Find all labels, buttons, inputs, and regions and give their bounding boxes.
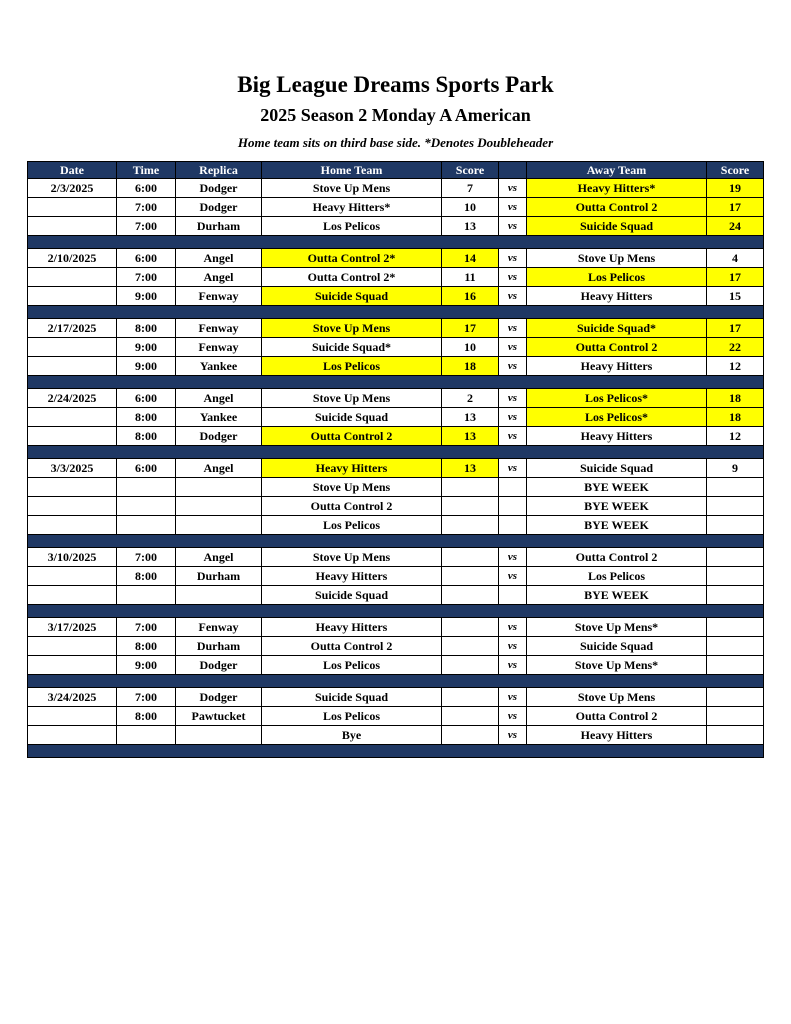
vs-cell: vs <box>499 459 527 478</box>
separator-band <box>28 446 764 459</box>
time-cell <box>117 497 176 516</box>
separator-row <box>28 675 764 688</box>
away-team-cell: Heavy Hitters* <box>527 179 707 198</box>
time-cell: 8:00 <box>117 707 176 726</box>
game-row <box>28 656 764 675</box>
date-cell: 2/24/2025 <box>28 389 117 408</box>
replica-cell: Angel <box>176 389 262 408</box>
time-cell: 8:00 <box>117 319 176 338</box>
home-team-cell: Heavy Hitters <box>262 618 442 637</box>
away-score-cell: 22 <box>707 338 764 357</box>
away-team-cell: Heavy Hitters <box>527 287 707 306</box>
home-score-cell <box>442 516 499 535</box>
away-score-cell: 17 <box>707 198 764 217</box>
away-score-cell <box>707 726 764 745</box>
vs-cell: vs <box>499 427 527 446</box>
home-team-cell: Los Pelicos <box>262 357 442 376</box>
away-score-cell <box>707 688 764 707</box>
game-row <box>28 389 764 408</box>
game-row <box>28 618 764 637</box>
replica-cell <box>176 726 262 745</box>
vs-cell <box>499 586 527 605</box>
away-score-cell <box>707 516 764 535</box>
away-score-cell: 15 <box>707 287 764 306</box>
date-cell: 3/10/2025 <box>28 548 117 567</box>
home-team-cell: Stove Up Mens <box>262 548 442 567</box>
home-team-cell: Los Pelicos <box>262 217 442 236</box>
separator-row <box>28 376 764 389</box>
separator-band <box>28 236 764 249</box>
replica-cell: Fenway <box>176 287 262 306</box>
away-team-cell: Heavy Hitters <box>527 726 707 745</box>
away-score-cell: 4 <box>707 249 764 268</box>
away-score-cell <box>707 478 764 497</box>
replica-cell: Durham <box>176 567 262 586</box>
away-team-cell: Los Pelicos* <box>527 408 707 427</box>
time-cell: 6:00 <box>117 249 176 268</box>
replica-cell: Durham <box>176 637 262 656</box>
game-row <box>28 726 764 745</box>
separator-band <box>28 306 764 319</box>
game-row <box>28 198 764 217</box>
schedule-table <box>27 161 764 758</box>
vs-cell: vs <box>499 707 527 726</box>
time-cell: 6:00 <box>117 389 176 408</box>
home-score-cell: 13 <box>442 408 499 427</box>
separator-band <box>28 675 764 688</box>
separator-band <box>28 605 764 618</box>
home-team-cell: Stove Up Mens <box>262 319 442 338</box>
vs-cell: vs <box>499 198 527 217</box>
game-row <box>28 427 764 446</box>
away-score-cell: 17 <box>707 268 764 287</box>
date-cell: 2/17/2025 <box>28 319 117 338</box>
date-cell <box>28 567 117 586</box>
game-row <box>28 217 764 236</box>
vs-cell: vs <box>499 319 527 338</box>
away-score-cell <box>707 637 764 656</box>
home-score-cell: 13 <box>442 427 499 446</box>
replica-cell: Dodger <box>176 179 262 198</box>
game-row <box>28 637 764 656</box>
home-score-cell <box>442 497 499 516</box>
home-team-cell: Heavy Hitters <box>262 567 442 586</box>
vs-cell <box>499 516 527 535</box>
date-cell <box>28 357 117 376</box>
replica-cell: Dodger <box>176 656 262 675</box>
time-cell: 8:00 <box>117 637 176 656</box>
time-cell <box>117 478 176 497</box>
separator-band <box>28 745 764 758</box>
away-team-cell: Outta Control 2 <box>527 198 707 217</box>
vs-cell: vs <box>499 338 527 357</box>
home-score-cell <box>442 567 499 586</box>
home-score-cell: 10 <box>442 198 499 217</box>
replica-cell <box>176 497 262 516</box>
header-vs <box>499 162 527 179</box>
time-cell <box>117 586 176 605</box>
away-team-cell: Suicide Squad <box>527 217 707 236</box>
game-row <box>28 586 764 605</box>
replica-cell: Angel <box>176 268 262 287</box>
replica-cell: Yankee <box>176 408 262 427</box>
home-team-cell: Heavy Hitters <box>262 459 442 478</box>
vs-cell: vs <box>499 688 527 707</box>
replica-cell: Durham <box>176 217 262 236</box>
time-cell: 6:00 <box>117 179 176 198</box>
away-score-cell <box>707 618 764 637</box>
replica-cell: Angel <box>176 249 262 268</box>
away-score-cell <box>707 548 764 567</box>
time-cell: 8:00 <box>117 427 176 446</box>
date-cell <box>28 408 117 427</box>
vs-cell: vs <box>499 408 527 427</box>
game-row <box>28 567 764 586</box>
away-team-cell: BYE WEEK <box>527 497 707 516</box>
home-team-cell: Heavy Hitters* <box>262 198 442 217</box>
game-row <box>28 497 764 516</box>
home-team-cell: Outta Control 2* <box>262 249 442 268</box>
away-team-cell: Stove Up Mens <box>527 249 707 268</box>
replica-cell: Pawtucket <box>176 707 262 726</box>
home-team-cell: Suicide Squad <box>262 408 442 427</box>
away-team-cell: Suicide Squad <box>527 637 707 656</box>
replica-cell: Fenway <box>176 319 262 338</box>
home-score-cell: 18 <box>442 357 499 376</box>
away-score-cell <box>707 586 764 605</box>
time-cell <box>117 516 176 535</box>
separator-row <box>28 535 764 548</box>
replica-cell: Dodger <box>176 688 262 707</box>
game-row <box>28 287 764 306</box>
away-score-cell: 24 <box>707 217 764 236</box>
date-cell <box>28 726 117 745</box>
away-team-cell: Los Pelicos <box>527 567 707 586</box>
home-score-cell: 16 <box>442 287 499 306</box>
away-score-cell: 19 <box>707 179 764 198</box>
game-row <box>28 319 764 338</box>
separator-row <box>28 605 764 618</box>
home-score-cell: 13 <box>442 459 499 478</box>
replica-cell <box>176 586 262 605</box>
away-team-cell: Suicide Squad <box>527 459 707 478</box>
separator-row <box>28 446 764 459</box>
time-cell: 9:00 <box>117 338 176 357</box>
home-score-cell <box>442 548 499 567</box>
time-cell: 9:00 <box>117 656 176 675</box>
time-cell: 9:00 <box>117 357 176 376</box>
away-team-cell: Los Pelicos <box>527 268 707 287</box>
home-team-cell: Outta Control 2 <box>262 427 442 446</box>
vs-cell: vs <box>499 726 527 745</box>
time-cell: 9:00 <box>117 287 176 306</box>
date-cell <box>28 427 117 446</box>
vs-cell: vs <box>499 656 527 675</box>
home-score-cell: 7 <box>442 179 499 198</box>
vs-cell: vs <box>499 389 527 408</box>
home-team-cell: Los Pelicos <box>262 516 442 535</box>
home-score-cell: 17 <box>442 319 499 338</box>
home-team-cell: Suicide Squad <box>262 688 442 707</box>
game-row <box>28 268 764 287</box>
game-row <box>28 548 764 567</box>
away-team-cell: BYE WEEK <box>527 516 707 535</box>
replica-cell: Fenway <box>176 618 262 637</box>
time-cell: 6:00 <box>117 459 176 478</box>
schedule-body <box>28 179 764 758</box>
page-subtitle: 2025 Season 2 Monday A American <box>260 105 531 125</box>
away-team-cell: Heavy Hitters <box>527 427 707 446</box>
home-score-cell: 14 <box>442 249 499 268</box>
home-team-cell: Suicide Squad <box>262 287 442 306</box>
date-cell <box>28 217 117 236</box>
separator-band <box>28 535 764 548</box>
vs-cell: vs <box>499 548 527 567</box>
home-team-cell: Stove Up Mens <box>262 478 442 497</box>
away-team-cell: Stove Up Mens <box>527 688 707 707</box>
time-cell: 8:00 <box>117 567 176 586</box>
header-date: Date <box>28 162 117 179</box>
time-cell: 7:00 <box>117 268 176 287</box>
date-cell <box>28 198 117 217</box>
away-team-cell: Outta Control 2 <box>527 548 707 567</box>
replica-cell: Dodger <box>176 198 262 217</box>
date-cell <box>28 516 117 535</box>
time-cell <box>117 726 176 745</box>
game-row <box>28 516 764 535</box>
home-team-cell: Suicide Squad <box>262 586 442 605</box>
game-row <box>28 249 764 268</box>
vs-cell: vs <box>499 287 527 306</box>
away-score-cell <box>707 656 764 675</box>
date-cell <box>28 656 117 675</box>
away-team-cell: Outta Control 2 <box>527 707 707 726</box>
date-cell <box>28 287 117 306</box>
vs-cell: vs <box>499 179 527 198</box>
away-score-cell: 18 <box>707 408 764 427</box>
home-team-cell: Stove Up Mens <box>262 179 442 198</box>
vs-cell: vs <box>499 217 527 236</box>
home-team-cell: Outta Control 2 <box>262 637 442 656</box>
home-score-cell <box>442 707 499 726</box>
time-cell: 7:00 <box>117 198 176 217</box>
date-cell: 3/3/2025 <box>28 459 117 478</box>
vs-cell: vs <box>499 268 527 287</box>
away-score-cell: 17 <box>707 319 764 338</box>
date-cell <box>28 707 117 726</box>
header-away-team: Away Team <box>527 162 707 179</box>
time-cell: 7:00 <box>117 548 176 567</box>
header-replica: Replica <box>176 162 262 179</box>
separator-band <box>28 376 764 389</box>
time-cell: 7:00 <box>117 217 176 236</box>
home-team-cell: Los Pelicos <box>262 707 442 726</box>
game-row <box>28 179 764 198</box>
game-row <box>28 357 764 376</box>
header-home-score: Score <box>442 162 499 179</box>
game-row <box>28 408 764 427</box>
time-cell: 7:00 <box>117 688 176 707</box>
away-team-cell: Los Pelicos* <box>527 389 707 408</box>
separator-row <box>28 745 764 758</box>
away-team-cell: Heavy Hitters <box>527 357 707 376</box>
date-cell <box>28 497 117 516</box>
header-away-score: Score <box>707 162 764 179</box>
home-score-cell: 2 <box>442 389 499 408</box>
date-cell <box>28 338 117 357</box>
away-score-cell: 9 <box>707 459 764 478</box>
date-cell <box>28 637 117 656</box>
away-team-cell: Outta Control 2 <box>527 338 707 357</box>
time-cell: 8:00 <box>117 408 176 427</box>
game-row <box>28 688 764 707</box>
vs-cell: vs <box>499 249 527 268</box>
schedule-header-row <box>28 162 764 179</box>
home-team-cell: Los Pelicos <box>262 656 442 675</box>
away-score-cell <box>707 567 764 586</box>
home-team-cell: Outta Control 2 <box>262 497 442 516</box>
game-row <box>28 338 764 357</box>
vs-cell: vs <box>499 567 527 586</box>
away-team-cell: BYE WEEK <box>527 478 707 497</box>
page-note: Home team sits on third base side. *Denotes Doubleheader <box>237 135 554 150</box>
away-score-cell <box>707 497 764 516</box>
date-cell <box>28 586 117 605</box>
header-home-team: Home Team <box>262 162 442 179</box>
vs-cell <box>499 497 527 516</box>
home-team-cell: Stove Up Mens <box>262 389 442 408</box>
home-score-cell <box>442 688 499 707</box>
separator-row <box>28 306 764 319</box>
vs-cell: vs <box>499 637 527 656</box>
date-cell: 3/17/2025 <box>28 618 117 637</box>
home-team-cell: Outta Control 2* <box>262 268 442 287</box>
page-title: Big League Dreams Sports Park <box>237 72 554 97</box>
vs-cell: vs <box>499 618 527 637</box>
game-row <box>28 478 764 497</box>
home-score-cell: 13 <box>442 217 499 236</box>
game-row <box>28 707 764 726</box>
home-score-cell: 11 <box>442 268 499 287</box>
date-cell: 2/3/2025 <box>28 179 117 198</box>
replica-cell: Angel <box>176 459 262 478</box>
home-score-cell <box>442 726 499 745</box>
away-score-cell: 12 <box>707 357 764 376</box>
home-score-cell <box>442 618 499 637</box>
away-score-cell <box>707 707 764 726</box>
date-cell <box>28 268 117 287</box>
home-team-cell: Bye <box>262 726 442 745</box>
home-score-cell <box>442 637 499 656</box>
away-score-cell: 12 <box>707 427 764 446</box>
vs-cell <box>499 478 527 497</box>
away-team-cell: Stove Up Mens* <box>527 656 707 675</box>
replica-cell <box>176 478 262 497</box>
vs-cell: vs <box>499 357 527 376</box>
replica-cell: Yankee <box>176 357 262 376</box>
away-team-cell: BYE WEEK <box>527 586 707 605</box>
date-cell <box>28 478 117 497</box>
home-score-cell: 10 <box>442 338 499 357</box>
home-team-cell: Suicide Squad* <box>262 338 442 357</box>
home-score-cell <box>442 656 499 675</box>
home-score-cell <box>442 586 499 605</box>
replica-cell <box>176 516 262 535</box>
away-score-cell: 18 <box>707 389 764 408</box>
date-cell: 2/10/2025 <box>28 249 117 268</box>
replica-cell: Dodger <box>176 427 262 446</box>
time-cell: 7:00 <box>117 618 176 637</box>
replica-cell: Angel <box>176 548 262 567</box>
separator-row <box>28 236 764 249</box>
header-time: Time <box>117 162 176 179</box>
home-score-cell <box>442 478 499 497</box>
game-row <box>28 459 764 478</box>
away-team-cell: Suicide Squad* <box>527 319 707 338</box>
date-cell: 3/24/2025 <box>28 688 117 707</box>
away-team-cell: Stove Up Mens* <box>527 618 707 637</box>
replica-cell: Fenway <box>176 338 262 357</box>
